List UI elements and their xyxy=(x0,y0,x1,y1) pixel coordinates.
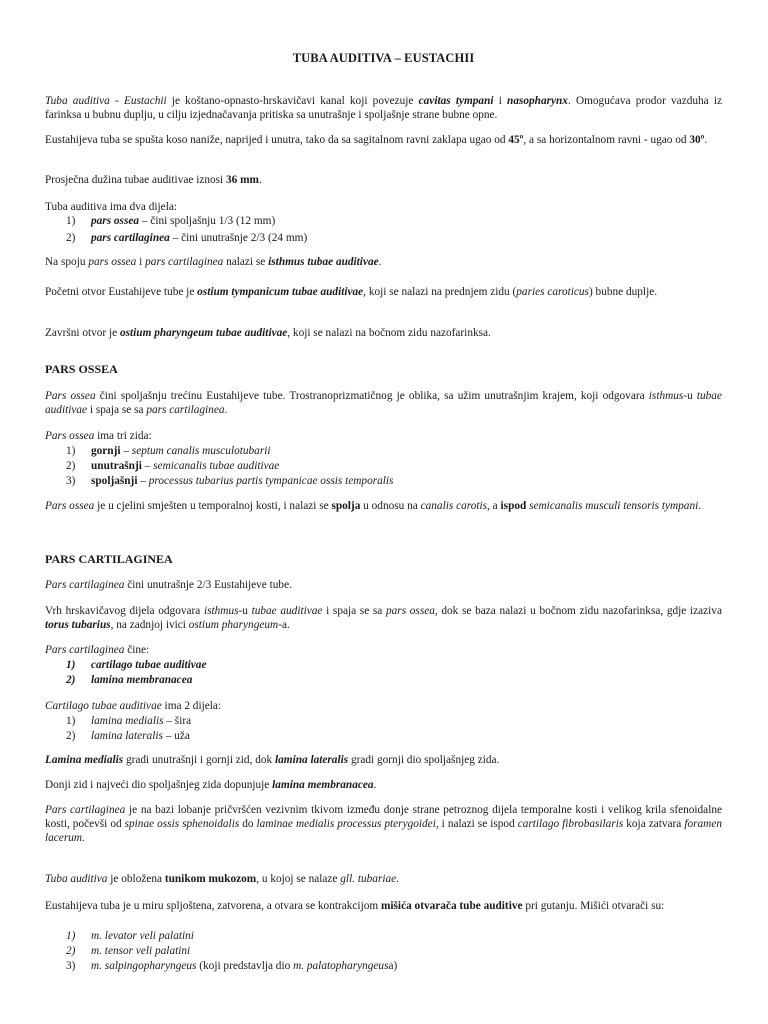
section-heading-pars-cartilaginea: PARS CARTILAGINEA xyxy=(45,552,173,566)
cartilaginea-paragraph-4 xyxy=(45,699,722,713)
list-number: 2) xyxy=(66,674,76,686)
list-number: 2) xyxy=(66,730,76,742)
text-run: . xyxy=(224,404,228,417)
text-run: . xyxy=(704,134,708,146)
text-run: gradi unutrašnji i gornji zid, dok xyxy=(123,754,275,766)
text-run: , koji se nalazi na bočnom zidu nazofarinksa. xyxy=(287,327,491,339)
text-run: , na zadnjoj ivici xyxy=(110,619,189,632)
text-run: ostium tympanicum tubae auditivae xyxy=(197,286,364,298)
text-run: mišića otvarača tube auditive xyxy=(380,900,523,912)
text-run: spinae ossis sphenoidalis xyxy=(124,818,240,831)
text-run: Početni otvor Eustahijeve tube je xyxy=(45,286,198,298)
text-run: m. levator veli palatini xyxy=(91,930,194,942)
text-run: tunikom mukozom xyxy=(164,873,257,885)
text-run: – šira xyxy=(163,715,192,727)
text-run: pars cartilaginea xyxy=(145,256,224,268)
list-item xyxy=(66,673,192,687)
document-title: TUBA AUDITIVA – EUSTACHII xyxy=(292,51,475,65)
text-run: pri gutanju. Mišići otvarači su: xyxy=(522,900,665,912)
text-run: Pars cartilaginea xyxy=(45,644,125,656)
text-run: Eustahijeva tuba se spušta koso naniže, naprijed i unutra, tako da sa sagitalnom ravni zaklapa ugao od xyxy=(45,134,509,146)
text-run: ima tri zida: xyxy=(94,430,152,442)
text-run: – čini spoljašnju 1/3 (12 mm) xyxy=(139,215,276,227)
text-run: ima 2 dijela: xyxy=(161,700,222,712)
text-run: čini unutrašnje 2/3 Eustahijeve tube. xyxy=(124,579,292,591)
text-run: tubae auditivae xyxy=(251,605,323,617)
list-item xyxy=(66,231,307,245)
text-run: 45º xyxy=(508,134,524,146)
text-run: nasopharynx xyxy=(507,95,568,107)
text-run: semicanalis tubae auditivae xyxy=(153,460,280,472)
text-run: . Omogućava prodor vazduha iz farinksa u bubnu duplju, u cilju izjednačavanja pritiska sa unutrašnje i spoljašnje strane bubne opne. xyxy=(45,95,723,122)
text-run: paries caroticus xyxy=(516,286,589,298)
text-run: lamina membranacea xyxy=(91,674,193,686)
text-run: -u xyxy=(683,390,697,402)
text-run: je na bazi lobanje pričvršćen vezivnim tkivom između donje strane petroznog dijela temporalne kosti i velikog krila sfenoidalne kosti, počevši od xyxy=(45,804,722,831)
text-run: Vrh hrskavičavog dijela odgovara xyxy=(45,605,204,617)
list-number: 2) xyxy=(66,232,76,244)
intro-paragraph-5 xyxy=(45,255,722,269)
text-run: Tuba auditiva - Eustachii xyxy=(45,95,167,107)
list-item xyxy=(66,714,191,728)
list-item xyxy=(66,929,194,943)
text-run: ) bubne duplje. xyxy=(588,286,658,298)
text-run: je u cjelini smješten u temporalnoj kosti, i nalazi se xyxy=(94,500,332,512)
text-run: cartilago fibrobasilaris xyxy=(517,818,624,831)
text-run: . xyxy=(82,832,85,845)
text-run: . xyxy=(698,500,702,512)
text-run: m. tensor veli palatini xyxy=(91,945,191,957)
intro-paragraph-2 xyxy=(45,133,722,147)
cartilaginea-paragraph-7 xyxy=(45,803,722,846)
text-run: Lamina medialis xyxy=(45,754,124,766)
list-number: 1) xyxy=(66,445,76,457)
text-run: lamina lateralis xyxy=(91,730,163,742)
text-run: 36 mm xyxy=(226,174,259,186)
text-run: . xyxy=(378,256,382,268)
list-item xyxy=(66,444,271,458)
text-run: tubae auditivae xyxy=(45,390,722,417)
text-run: gradi gornji dio spoljašnjeg zida. xyxy=(348,754,500,766)
text-run: Pars cartilaginea xyxy=(45,579,125,591)
text-run: pars ossea xyxy=(91,215,140,227)
intro-paragraph-6 xyxy=(45,285,722,299)
text-run: , i nalazi se ispod xyxy=(435,818,518,831)
ossea-paragraph-3 xyxy=(45,499,722,513)
text-run: koja zatvara xyxy=(623,818,685,831)
text-run: isthmus tubae auditivae xyxy=(268,256,379,268)
cartilaginea-paragraph-8 xyxy=(45,872,722,886)
text-run: m. palatopharyngeus xyxy=(293,960,389,972)
text-run: torus tubarius xyxy=(45,619,111,632)
text-run: pars ossea xyxy=(88,256,137,268)
text-run: – uža xyxy=(162,730,190,742)
text-run: do xyxy=(239,818,257,831)
intro-paragraph-3 xyxy=(45,173,722,187)
text-run: unutrašnji xyxy=(91,460,142,472)
text-run: i xyxy=(493,95,508,107)
text-run: (koji predstavlja dio xyxy=(196,960,294,972)
text-run: lamina medialis xyxy=(91,715,164,727)
ossea-paragraph-1 xyxy=(45,389,722,417)
text-run: i spaja se sa xyxy=(322,605,386,617)
text-run: – xyxy=(120,445,132,457)
cartilaginea-paragraph-3 xyxy=(45,643,722,657)
text-run: . xyxy=(258,174,262,186)
text-run: Pars cartilaginea xyxy=(45,804,126,816)
list-item xyxy=(66,474,393,488)
text-run: ispod xyxy=(500,500,527,512)
text-run: Na spoju xyxy=(45,256,89,268)
list-item xyxy=(66,459,279,473)
text-run: Pars ossea xyxy=(45,500,95,512)
text-run: , koji se nalazi na prednjem zidu ( xyxy=(363,286,517,298)
text-run: . xyxy=(373,779,377,791)
list-item xyxy=(66,214,275,228)
text-run: Pars ossea xyxy=(45,390,96,402)
text-run: m. salpingopharyngeus xyxy=(91,960,197,972)
section-heading-pars-ossea: PARS OSSEA xyxy=(45,362,118,376)
text-run: pars cartilaginea xyxy=(91,232,170,244)
text-run: , a sa horizontalnom ravni - ugao od xyxy=(523,134,690,146)
text-run: čini spoljašnju trećinu Eustahijeve tube. Trostranoprizmatičnog je oblika, sa užim unutrašnjim krajem, koji odgovara xyxy=(95,390,649,402)
text-run: je obložena xyxy=(107,873,165,885)
text-run: a) xyxy=(388,960,398,972)
text-run: , a xyxy=(487,500,501,512)
text-run: foramen lacerum xyxy=(45,818,722,845)
text-run: – xyxy=(141,460,154,472)
cartilaginea-paragraph-9 xyxy=(45,899,722,913)
text-run: Prosječna dužina tubae auditivae iznosi xyxy=(45,174,227,186)
text-run: u odnosu na xyxy=(360,500,421,512)
text-run: pars cartilaginea xyxy=(146,404,225,417)
text-run: laminae medialis processus pterygoidei xyxy=(256,818,436,831)
text-run: Eustahijeva tuba je u miru spljoštena, zatvorena, a otvara se kontrakcijom xyxy=(45,900,381,912)
list-number: 1) xyxy=(66,215,76,227)
text-run: nalazi se xyxy=(223,256,269,268)
text-run: , dok se baza nalazi u bočnom zidu nazofarinksa, gdje izaziva xyxy=(434,605,722,617)
text-run: 30º xyxy=(689,134,705,146)
ossea-paragraph-2 xyxy=(45,429,722,443)
text-run: cavitas tympani xyxy=(418,95,494,107)
list-number: 3) xyxy=(66,960,76,972)
text-run: septum canalis musculotubarii xyxy=(131,445,271,457)
intro-paragraph-4: Tuba auditiva ima dva dijela: xyxy=(45,201,177,213)
text-run: , u kojoj se nalaze xyxy=(256,873,341,885)
text-run: Donji zid i najveći dio spoljašnjeg zida dopunjuje xyxy=(45,779,273,791)
text-run: lamina lateralis xyxy=(275,754,349,766)
text-run: i xyxy=(136,256,146,268)
cartilaginea-paragraph-5 xyxy=(45,753,722,767)
list-item xyxy=(66,944,190,958)
intro-paragraph-7 xyxy=(45,326,722,340)
text-run: Završni otvor je xyxy=(45,327,120,339)
text-run: . xyxy=(396,873,399,885)
list-number: 1) xyxy=(66,715,76,727)
text-run: cartilago tubae auditivae xyxy=(91,659,207,671)
text-run: isthmus xyxy=(203,605,239,617)
text-run: gornji xyxy=(91,445,121,457)
text-run: – xyxy=(137,475,149,487)
list-item xyxy=(66,658,206,672)
text-run: Cartilago tubae auditivae xyxy=(45,700,162,712)
text-run: spoljašnji xyxy=(91,475,138,487)
text-run: lamina membranacea xyxy=(272,779,374,791)
list-number: 1) xyxy=(66,930,76,942)
text-run: Tuba auditiva xyxy=(45,873,108,885)
text-run: canalis carotis xyxy=(420,500,488,512)
cartilaginea-paragraph-2 xyxy=(45,604,722,632)
text-run: – čini unutrašnje 2/3 (24 mm) xyxy=(169,232,308,244)
text-run: -u xyxy=(238,605,252,617)
text-run: je koštano-opnasto-hrskavičavi kanal koji povezuje xyxy=(166,95,419,107)
list-number: 2) xyxy=(66,460,76,472)
text-run: ostium pharyngeum xyxy=(188,619,279,632)
cartilaginea-paragraph-1 xyxy=(45,578,722,592)
text-run: semicanalis musculi tensoris tympani xyxy=(529,500,699,512)
text-run: Pars ossea xyxy=(45,430,95,442)
text-run: pars ossea xyxy=(386,605,435,617)
text-run: ostium pharyngeum tubae auditivae xyxy=(119,327,288,339)
list-number: 2) xyxy=(66,945,76,957)
intro-paragraph-1 xyxy=(45,94,722,122)
cartilaginea-paragraph-6 xyxy=(45,778,722,792)
list-item xyxy=(66,959,397,973)
text-run: spolja xyxy=(331,500,361,512)
list-number: 1) xyxy=(66,659,76,671)
text-run: -a. xyxy=(278,619,290,632)
list-item xyxy=(66,729,190,743)
text-run: i spaja se sa xyxy=(87,404,147,417)
text-run: processus tubarius partis tympanicae ossis temporalis xyxy=(148,475,394,487)
text-run: isthmus xyxy=(648,390,684,402)
list-number: 3) xyxy=(66,475,76,487)
text-run: čine: xyxy=(124,644,150,656)
text-run: gll. tubariae xyxy=(340,873,397,885)
